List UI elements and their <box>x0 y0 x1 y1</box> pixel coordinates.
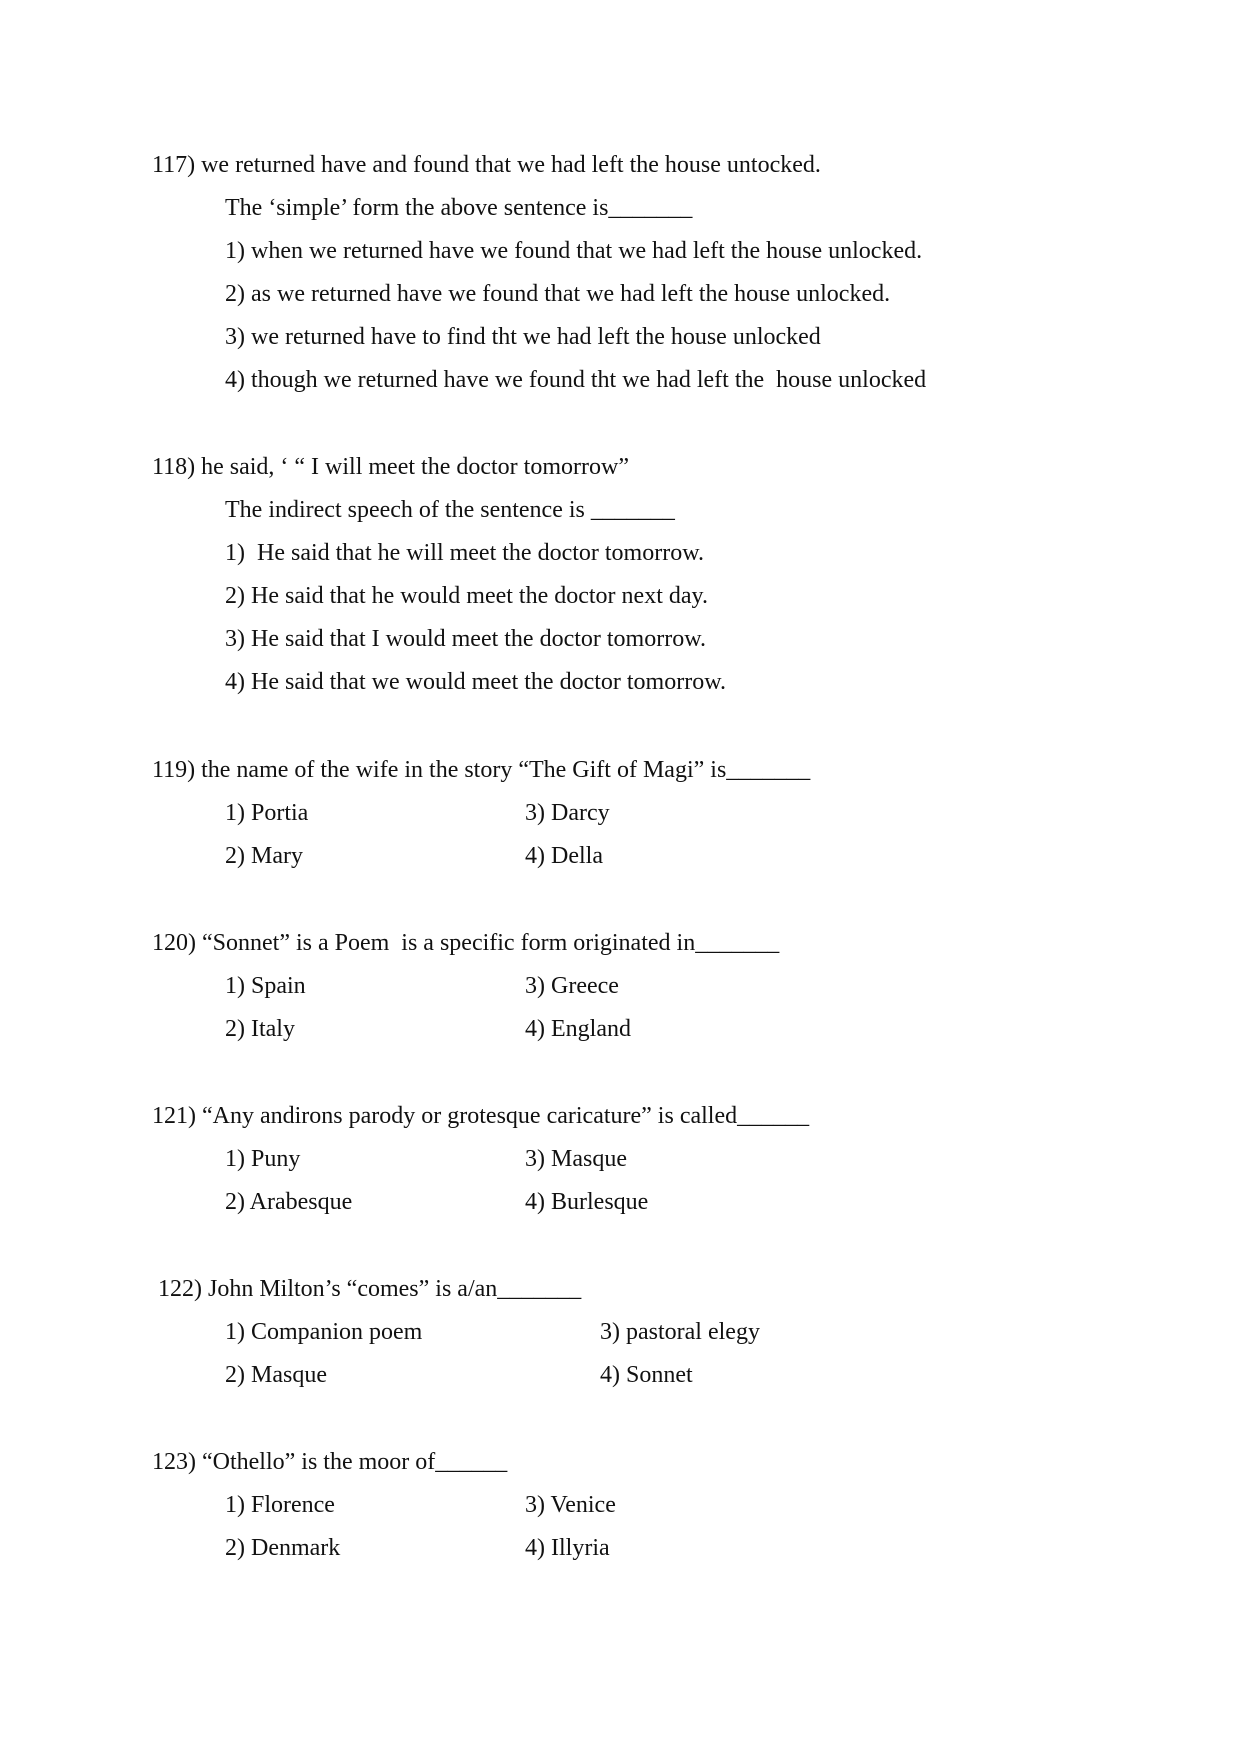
option-4: 4) He said that we would meet the doctor tomorrow. <box>225 669 726 695</box>
option-2: 2) He said that he would meet the doctor next day. <box>225 583 708 609</box>
option-3: 3) Greece <box>525 973 619 999</box>
option-1: 1) when we returned have we found that we had left the house unlocked. <box>225 238 923 264</box>
option-2: 2) as we returned have we found that we had left the house unlocked. <box>225 281 891 307</box>
option-3: 3) He said that I would meet the doctor tomorrow. <box>225 626 706 652</box>
option-1: 1) Spain <box>225 973 306 999</box>
option-1: 1) Companion poem <box>225 1319 423 1345</box>
option-2: 2) Denmark <box>225 1535 341 1561</box>
option-3: 3) pastoral elegy <box>600 1319 760 1345</box>
option-2: 2) Masque <box>225 1362 327 1388</box>
option-4: 4) Illyria <box>525 1535 610 1561</box>
question-stem: 117) we returned have and found that we had left the house untocked. <box>152 152 821 178</box>
question-stem: 122) John Milton’s “comes” is a/an_______ <box>152 1276 582 1302</box>
option-1: 1) Puny <box>225 1146 301 1172</box>
option-3: 3) Venice <box>525 1492 616 1518</box>
option-1: 1) He said that he will meet the doctor tomorrow. <box>225 540 704 566</box>
option-4: 4) Sonnet <box>600 1362 693 1388</box>
question-stem: 120) “Sonnet” is a Poem is a specific form originated in_______ <box>152 930 780 956</box>
question-stem: 118) he said, ‘ “ I will meet the doctor tomorrow” <box>152 454 629 480</box>
option-4: 4) Della <box>525 843 603 869</box>
option-4: 4) though we returned have we found tht we had left the house unlocked <box>225 367 927 393</box>
option-1: 1) Portia <box>225 800 309 826</box>
option-4: 4) England <box>525 1016 631 1042</box>
option-2: 2) Arabesque <box>225 1189 353 1215</box>
question-prompt: The indirect speech of the sentence is _______ <box>225 497 675 523</box>
question-stem: 123) “Othello” is the moor of______ <box>152 1449 508 1475</box>
option-2: 2) Italy <box>225 1016 295 1042</box>
option-3: 3) Darcy <box>525 800 610 826</box>
question-stem: 121) “Any andirons parody or grotesque caricature” is called______ <box>152 1103 810 1129</box>
option-3: 3) Masque <box>525 1146 627 1172</box>
question-stem: 119) the name of the wife in the story “The Gift of Magi” is_______ <box>152 757 811 783</box>
question-prompt: The ‘simple’ form the above sentence is_______ <box>225 195 693 221</box>
option-4: 4) Burlesque <box>525 1189 649 1215</box>
option-2: 2) Mary <box>225 843 303 869</box>
option-3: 3) we returned have to find tht we had left the house unlocked <box>225 324 821 350</box>
option-1: 1) Florence <box>225 1492 335 1518</box>
